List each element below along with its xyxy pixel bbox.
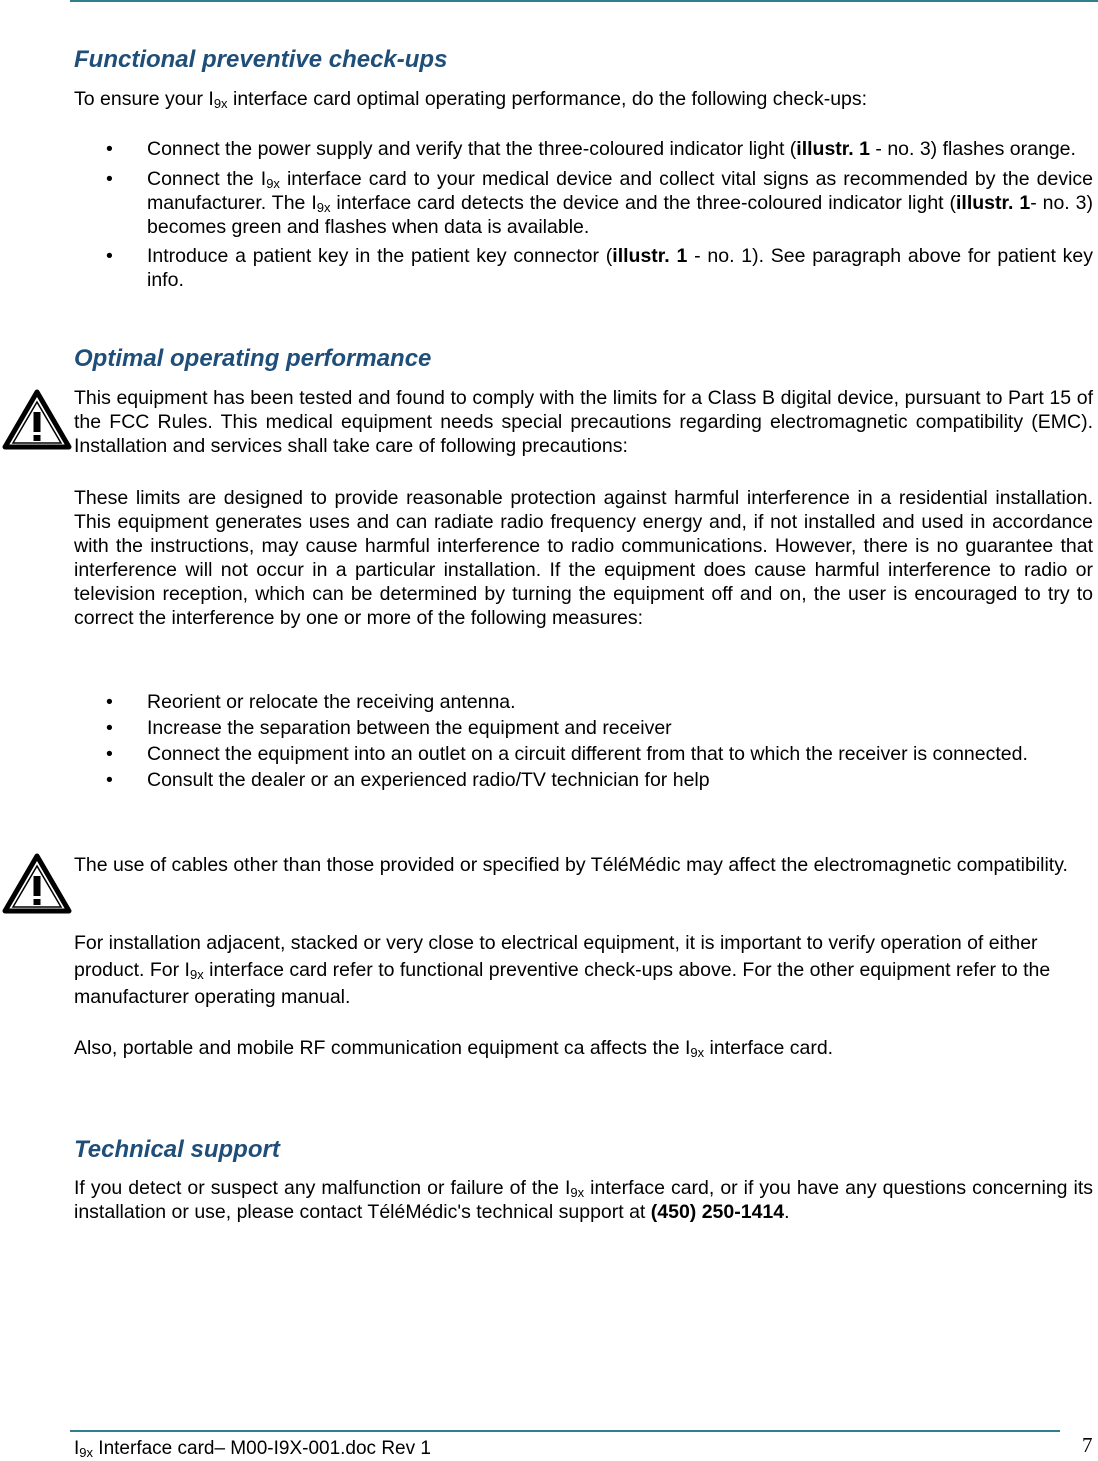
header-rule: [70, 0, 1098, 2]
list-item: • Consult the dealer or an experienced radio/TV technician for help: [74, 768, 1093, 792]
list-item: • Introduce a patient key in the patient key connector (illustr. 1 - no. 1). See paragraph above for patient key info.: [74, 244, 1093, 292]
section-heading-technical-support: Technical support: [74, 1136, 280, 1163]
footer-document-info: $I_{9x}$ Interface card– M00-I9X-001.doc Rev 1: [74, 1438, 431, 1460]
checkups-intro: To ensure your $I_{9x}$ interface card optimal operating performance, do the following check-ups:: [74, 88, 868, 111]
list-item: • Connect the power supply and verify that the three-coloured indicator light (illustr. 1 - no. 3) flashes orange.: [74, 137, 1093, 161]
cables-warning-paragraph: The use of cables other than those provided or specified by TéléMédic may affect the electromagnetic compatibility.: [74, 854, 1068, 876]
section-heading-functional-checkups: Functional preventive check-ups: [74, 46, 448, 73]
support-phone-number: (450) 250-1414: [650, 1201, 785, 1223]
warning-triangle-icon: [2, 388, 72, 450]
portable-rf-paragraph: Also, portable and mobile RF communication equipment ca affects the $I_{9x}$ interface card.: [74, 1037, 834, 1060]
list-item: • Connect the equipment into an outlet on a circuit different from that to which the receiver is connected.: [74, 742, 1093, 766]
list-item: • Reorient or relocate the receiving antenna.: [74, 690, 1093, 714]
technical-support-paragraph: If you detect or suspect any malfunction or failure of the $I_{9x}$ interface card, or if you have any questions concerning its installation or use, please contact TéléMédic's technical support at (450) 250-1414.: [74, 1177, 1093, 1223]
installation-paragraph: For installation adjacent, stacked or very close to electrical equipment, it is important to verify operation of either product. For $I_{9x}$ interface card refer to functional preventive check-ups above. For the other equipment refer to the manufacturer operating manual.: [74, 932, 1051, 1008]
list-item: • Increase the separation between the equipment and receiver: [74, 716, 1093, 740]
fcc-compliance-paragraph: This equipment has been tested and found to comply with the limits for a Class B digital device, pursuant to Part 15 of the FCC Rules. This medical equipment needs special precautions regarding electromagnetic compatibility (EMC). Installation and services shall take care of following precautions:: [74, 387, 1093, 457]
checkups-list: [74, 137, 1093, 292]
list-item: • Connect the $I_{9x}$ interface card to your medical device and collect vital signs as recommended by the device manufacturer. The $I_{9x}$ interface card detects the device and the three-coloured indicator light (illustr. 1- no. 3) becomes green and flashes when data is available.: [74, 167, 1093, 239]
footer-rule: [70, 1430, 1060, 1432]
section-heading-optimal-performance: Optimal operating performance: [74, 345, 432, 372]
warning-triangle-icon: [2, 852, 72, 914]
measures-list: [74, 690, 1093, 792]
page-number: 7: [1082, 1433, 1093, 1457]
interference-paragraph: These limits are designed to provide reasonable protection against harmful interference in a residential installation. This equipment generates uses and can radiate radio frequency energy and, if not installed and used in accordance with the instructions, may cause harmful interference to radio communications. However, there is no guarantee that interference will not occur in a particular installation. If the equipment does cause harmful interference to radio or television reception, which can be determined by turning the equipment off and on, the user is encouraged to try to correct the interference by one or more of the following measures:: [74, 487, 1093, 629]
